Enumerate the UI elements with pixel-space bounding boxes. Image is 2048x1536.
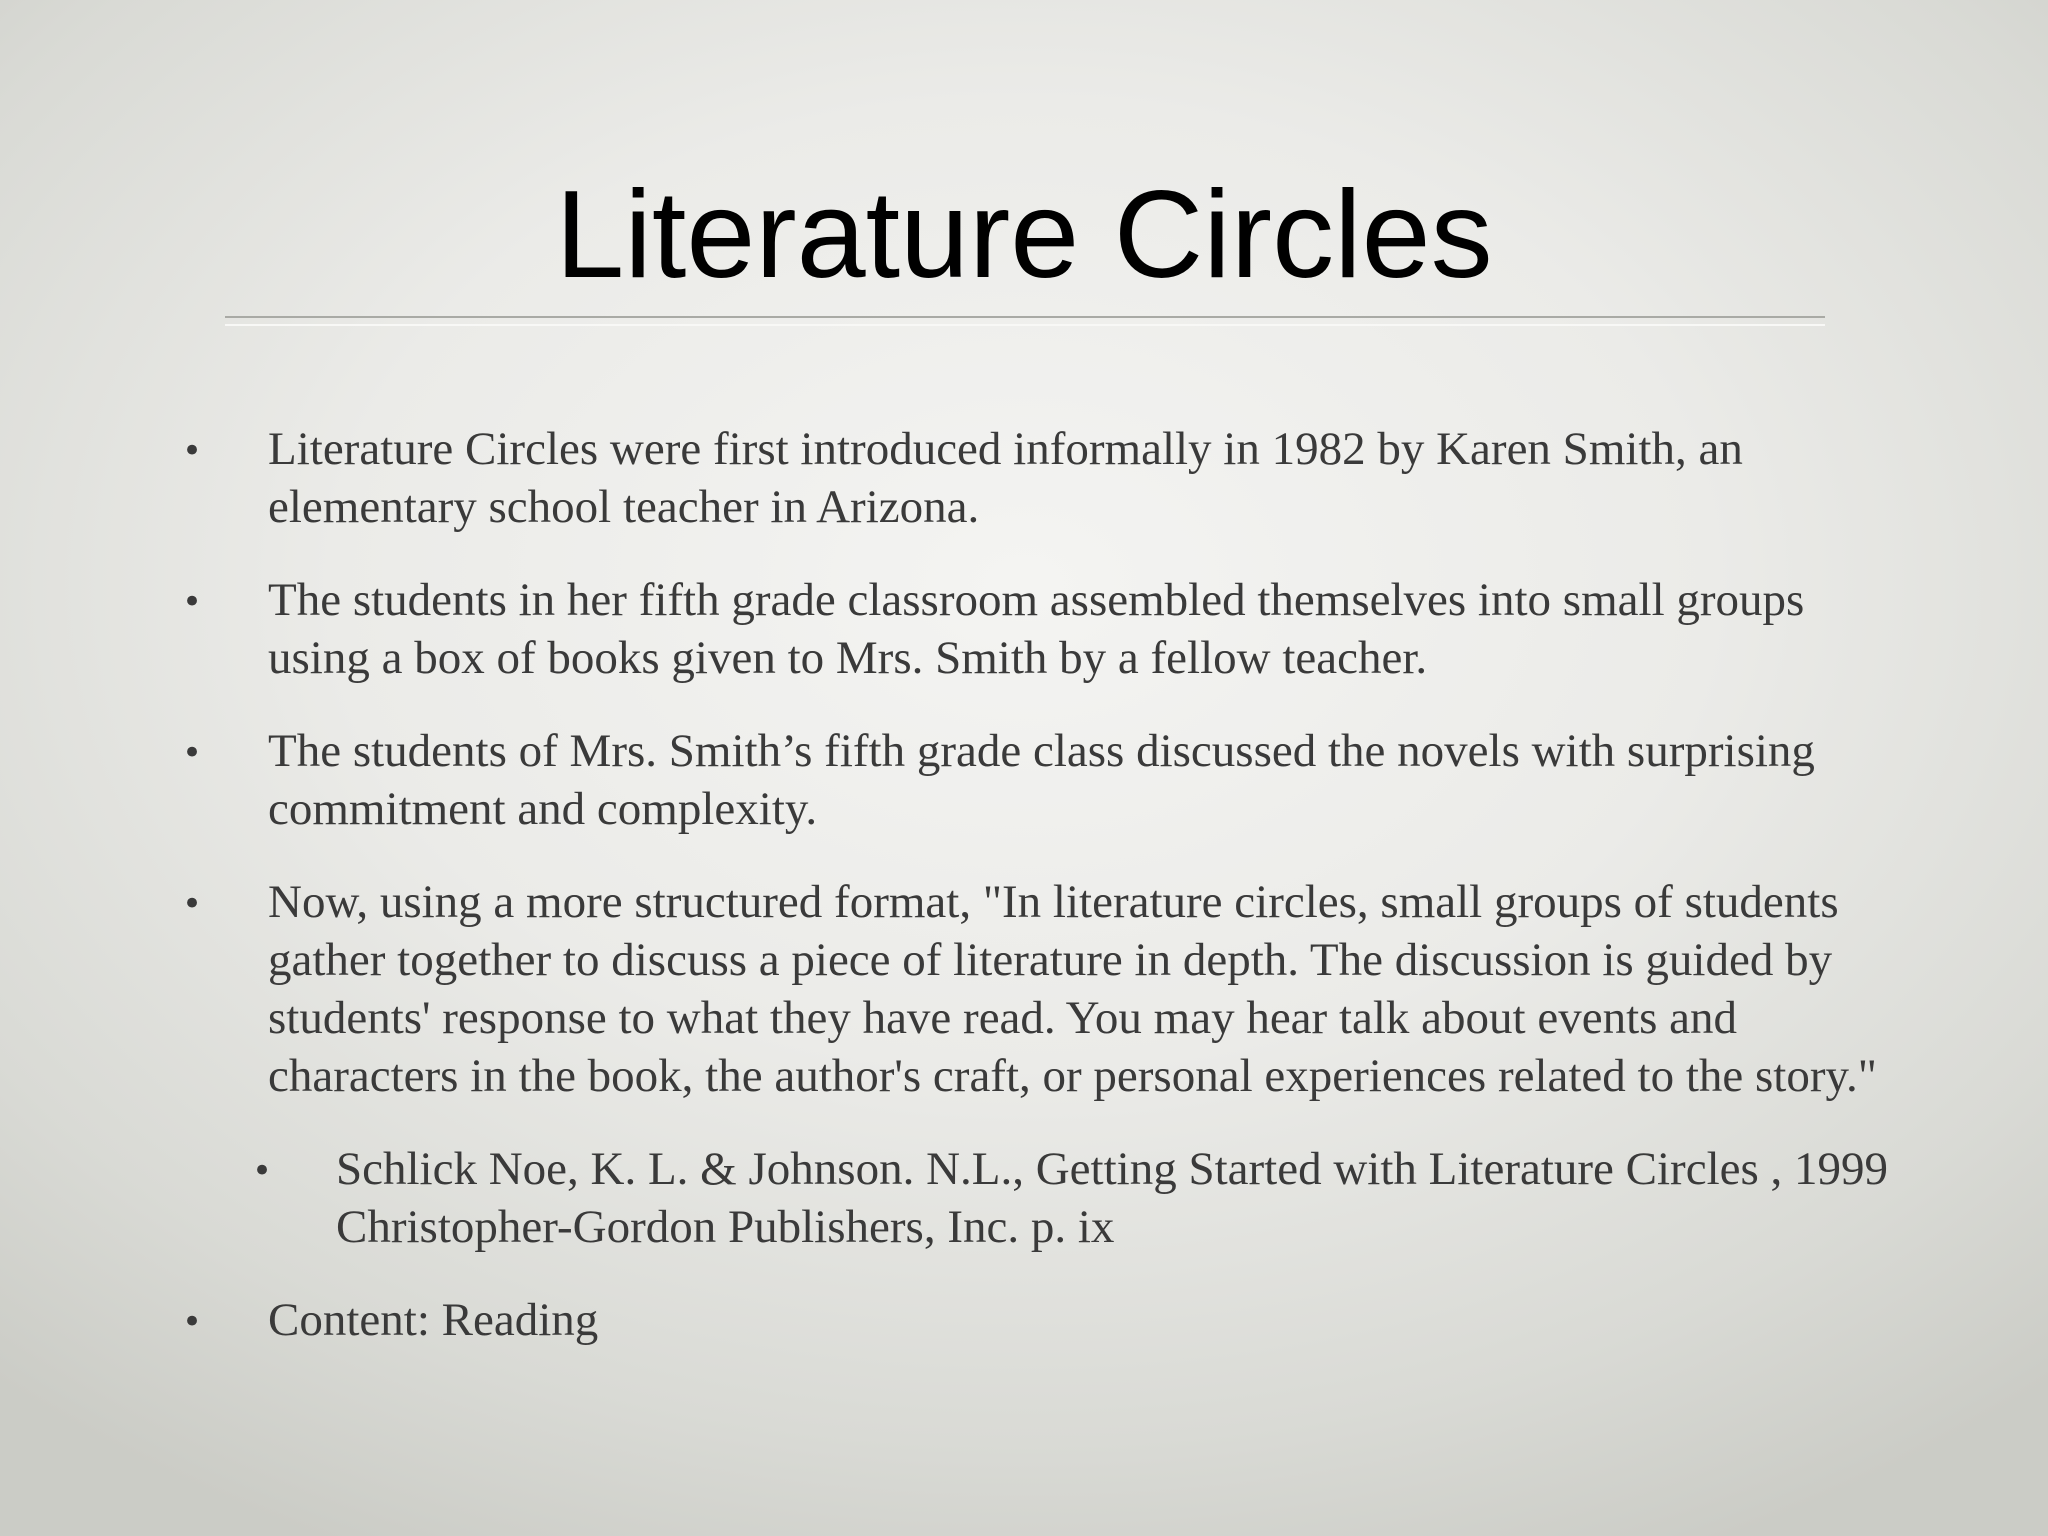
bullet-text: Now, using a more structured format, "In literature circles, small groups of students gather together to discuss a piece of literature in depth. The discussion is guided by students' response to what they have read. You may hear talk about events and characters in the book, the author's craft, or personal experiences related to the story." xyxy=(268,876,1877,1102)
bullet-item xyxy=(0,420,1888,536)
bullet-list xyxy=(0,420,2048,1349)
bullet-icon: • xyxy=(182,733,203,773)
bullet-icon: • xyxy=(252,1151,273,1191)
bullet-icon: • xyxy=(182,884,203,924)
slide-title: Literature Circles xyxy=(555,166,1493,304)
bullet-item xyxy=(0,1291,1888,1349)
title-divider xyxy=(225,316,1825,326)
bullet-item xyxy=(0,722,1888,838)
bullet-icon: • xyxy=(182,582,203,622)
bullet-text: Literature Circles were first introduced informally in 1982 by Karen Smith, an elementary school teacher in Arizona. xyxy=(268,423,1743,533)
citation-text: Schlick Noe, K. L. & Johnson. N.L., Getting Started with Literature Circles , 1999 Christopher-Gordon Publishers, Inc. p. ix xyxy=(336,1143,1889,1253)
bullet-text: The students of Mrs. Smith’s fifth grade class discussed the novels with surprising commitment and complexity. xyxy=(268,725,1815,835)
bullet-text: The students in her fifth grade classroom assembled themselves into small groups using a box of books given to Mrs. Smith by a fellow teacher. xyxy=(268,574,1805,684)
bullet-icon: • xyxy=(182,1302,203,1342)
divider-line-light xyxy=(225,324,1825,326)
bullet-item xyxy=(0,873,1888,1105)
bullet-item xyxy=(0,571,1888,687)
divider-line-dark xyxy=(225,316,1825,318)
bullet-icon: • xyxy=(182,431,203,471)
sub-bullet-item xyxy=(0,1140,1916,1256)
bullet-text: Content: Reading xyxy=(268,1294,599,1346)
